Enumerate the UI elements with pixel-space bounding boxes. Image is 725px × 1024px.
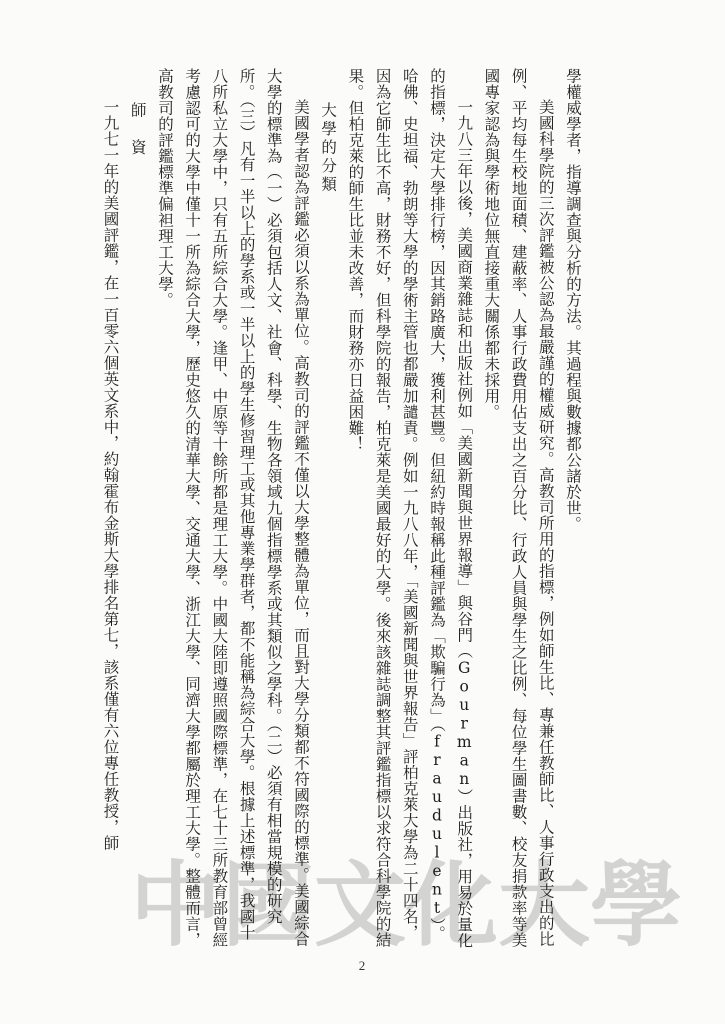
page-number: 2	[358, 958, 366, 973]
paragraph-national-academy: 美國科學院的三次評鑑被公認為最嚴謹的權威研究。高教司所用的指標，例如師生比、專兼任教師比、人事行政支出的比例、平均每生校地面積、建蔽率、人事行政費用佔支出之百分比、行政人員與學生之比例、每位學生圖書數、校友捐款率等美國專家認為與學術地位無直接重大關係都未採用。	[482, 68, 555, 948]
vertical-body-text	[101, 68, 586, 950]
paragraph-commercial-rankings: 一九八三年以後，美國商業雜誌和出版社例如「美國新聞與世界報導」與谷門（Gourman）出版社，用易於量化的指標，決定大學排行榜，因其銷路廣大，獲利甚豐。但紐約時報稱此種評鑑為「欺騙行為」（fraudulent）。哈佛、史坦福、勃朗等大學的學術主管也都嚴加譴責。例如一九八八年，「美國新聞與世界報告」評柏克萊大學為二十四名，因為它師生比不高，財務不好，但科學院的報告，柏克萊是美國最好的大學。後來該雜誌調整其評鑑指標以求符合科學院的結果。但柏克萊的師生比並未改善，而財務亦日益困難！	[346, 68, 474, 949]
section-heading-classification: 大學的分類	[319, 102, 338, 195]
paragraph-continuation: 學權威學者，指導調查與分析的方法。其過程與數據都公諸於世。	[564, 68, 582, 532]
paragraph-faculty: 一九七一年的美國評鑑，在一百零六個英文系中，約翰霍布金斯大學排名第七，該系僅有六位專任教授，師	[101, 99, 120, 851]
watermark-char: 文	[314, 851, 407, 959]
paragraph-classification: 美國學者認為評鑑必須以系為單位。高教司的評鑑不僅以大學整體為單位，而且對大學分類都不符國際的標準。美國綜合大學的標準為（一）必須包括人文、社會、科學、生物各領域九個指標學系或其類似之學科。（二）必須有相當規模的研究所。（三）凡有一半以上的學系或一半以上的學生修習理工或其他專業學群者，都不能稱為綜合大學。根據上述標準，我國十八所私立大學中，只有五所綜合大學。逢甲、中原等十餘所都是理工大學。中國大陸即遵照國際標準，在七十三所教育部曾經考慮認可的大學中僅十一所為綜合大學，歷史悠久的清華大學、交通大學、浙江大學、同濟大學都屬於理工大學。整體而言，高教司的評鑑標準偏袒理工大學。	[155, 68, 310, 948]
watermark-char: 學	[590, 851, 683, 959]
watermark-char: 大	[498, 851, 591, 959]
section-heading-faculty: 師 資	[128, 102, 147, 158]
watermark-char: 化	[406, 851, 499, 959]
watermark-char: 中	[130, 851, 223, 959]
watermark-char: 國	[222, 851, 315, 959]
